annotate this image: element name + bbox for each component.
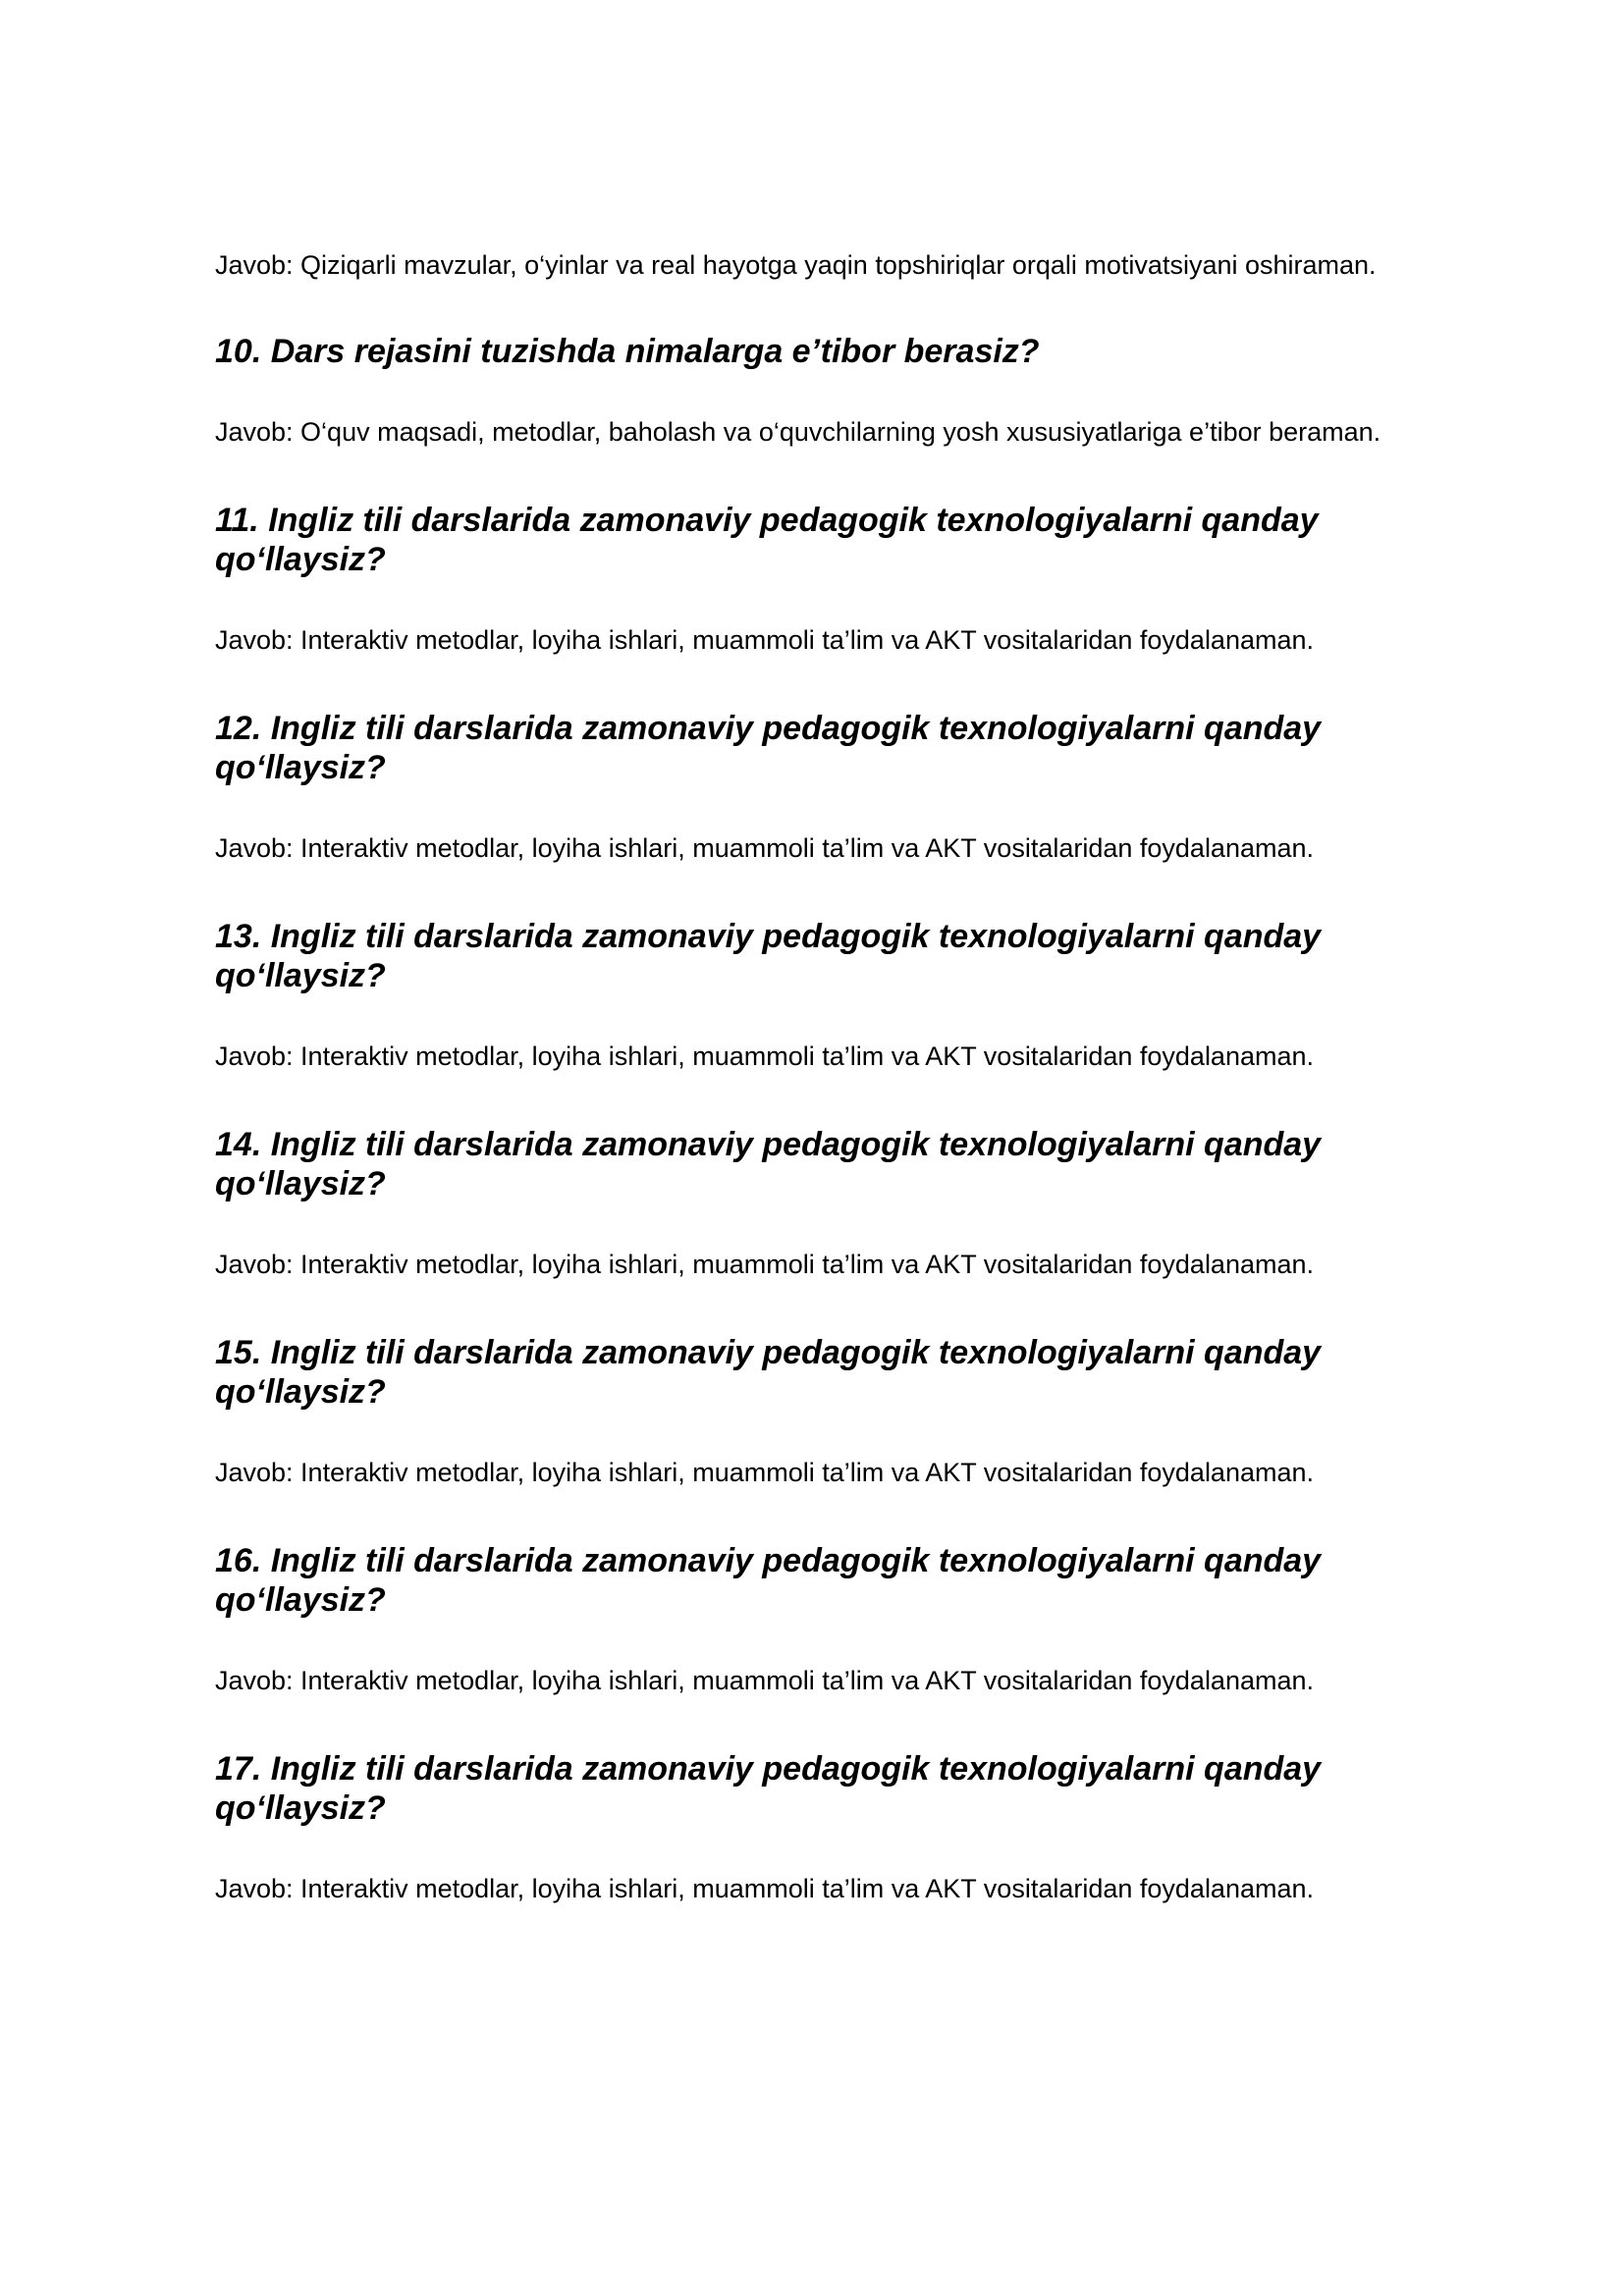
qa-item: [215, 332, 1433, 450]
answer-text: Javob: Interaktiv metodlar, loyiha ishlari, muammoli ta’lim va AKT vositalaridan foydalanaman.: [215, 1041, 1315, 1071]
answer-text: Javob: Interaktiv metodlar, loyiha ishlari, muammoli ta’lim va AKT vositalaridan foydalanaman.: [215, 1458, 1315, 1487]
qa-item: [215, 1749, 1433, 1906]
question-heading: 13. Ingliz tili darslarida zamonaviy pedagogik texnologiyalarni qanday qo‘llaysiz?: [215, 918, 1322, 994]
document-content: [215, 247, 1433, 1957]
answer-text: Javob: Interaktiv metodlar, loyiha ishlari, muammoli ta’lim va AKT vositalaridan foydalanaman.: [215, 1874, 1315, 1903]
answer-text: Javob: Interaktiv metodlar, loyiha ishlari, muammoli ta’lim va AKT vositalaridan foydalanaman.: [215, 1666, 1315, 1695]
question-heading: 15. Ingliz tili darslarida zamonaviy pedagogik texnologiyalarni qanday qo‘llaysiz?: [215, 1334, 1322, 1411]
answer-text: Javob: Interaktiv metodlar, loyiha ishlari, muammoli ta’lim va AKT vositalaridan foydalanaman.: [215, 1250, 1315, 1279]
qa-item: [215, 1125, 1433, 1282]
qa-item: [215, 917, 1433, 1074]
answer-text: Javob: O‘quv maqsadi, metodlar, baholash va o‘quvchilarning yosh xususiyatlariga e’tibor beraman.: [215, 417, 1381, 447]
question-heading: 17. Ingliz tili darslarida zamonaviy pedagogik texnologiyalarni qanday qo‘llaysiz?: [215, 1750, 1322, 1827]
qa-item: [215, 501, 1433, 658]
answer-text: Javob: Interaktiv metodlar, loyiha ishlari, muammoli ta’lim va AKT vositalaridan foydalanaman.: [215, 625, 1315, 655]
qa-item: [215, 709, 1433, 866]
question-heading: 14. Ingliz tili darslarida zamonaviy pedagogik texnologiyalarni qanday qo‘llaysiz?: [215, 1126, 1322, 1202]
question-heading: 16. Ingliz tili darslarida zamonaviy pedagogik texnologiyalarni qanday qo‘llaysiz?: [215, 1542, 1322, 1619]
question-heading: 11. Ingliz tili darslarida zamonaviy pedagogik texnologiyalarni qanday qo‘llaysiz?: [215, 502, 1319, 578]
answer-text: Javob: Interaktiv metodlar, loyiha ishlari, muammoli ta’lim va AKT vositalaridan foydalanaman.: [215, 833, 1315, 863]
question-heading: 12. Ingliz tili darslarida zamonaviy pedagogik texnologiyalarni qanday qo‘llaysiz?: [215, 710, 1322, 786]
answer-text: Javob: Qiziqarli mavzular, o‘yinlar va real hayotga yaqin topshiriqlar orqali motivatsiyani oshiraman.: [215, 250, 1377, 280]
qa-item: [215, 1333, 1433, 1490]
question-heading: 10. Dars rejasini tuzishda nimalarga e’tibor berasiz?: [215, 333, 1040, 370]
qa-item: [215, 1541, 1433, 1698]
